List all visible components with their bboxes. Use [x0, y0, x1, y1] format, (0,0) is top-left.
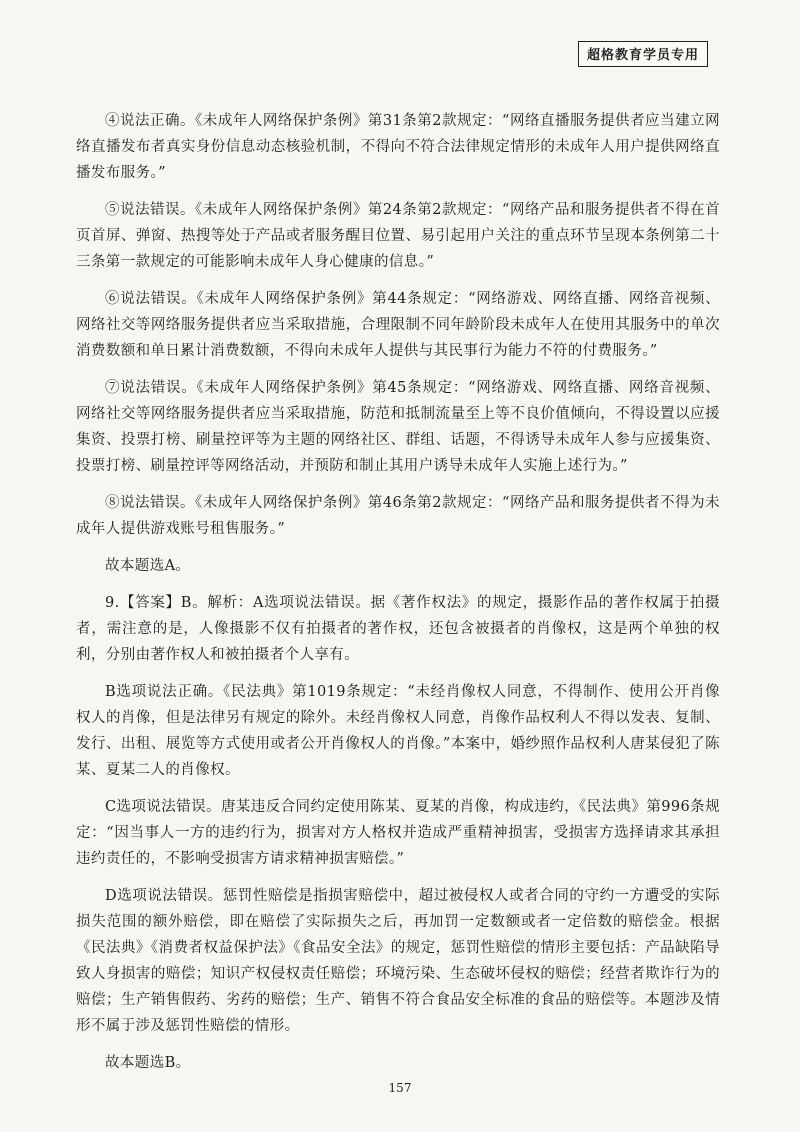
paragraph-option-c: C选项说法错误。唐某违反合同约定使用陈某、夏某的肖像，构成违约，《民法典》第996条规定：“因当事人一方的违约行为，损害对方人格权并造成严重精神损害，受损害方选择请求其承担违约责任的，不影响受损害方请求精神损害赔偿。” [76, 799, 720, 867]
paragraph-option-6: ⑥说法错误。《未成年人网络保护条例》第44条规定：“网络游戏、网络直播、网络音视频、网络社交等网络服务提供者应当采取措施，合理限制不同年龄阶段未成年人在使用其服务中的单次消费数额和单日累计消费数额，不得向未成年人提供与其民事行为能力不符的付费服务。” [76, 291, 720, 359]
paragraph-option-4: ④说法正确。《未成年人网络保护条例》第31条第2款规定：“网络直播服务提供者应当建立网络直播发布者真实身份信息动态核验机制，不得向不符合法律规定情形的未成年人用户提供网络直播发布服务。” [76, 113, 720, 181]
document-body [76, 108, 720, 1087]
paragraph-conclusion-a: 故本题选A。 [105, 558, 191, 574]
page-number: 157 [388, 1081, 412, 1095]
paragraph-option-7: ⑦说法错误。《未成年人网络保护条例》第45条规定：“网络游戏、网络直播、网络音视频、网络社交等网络服务提供者应当采取措施，防范和抵制流量至上等不良价值倾向，不得设置以应援集资、投票打榜、刷量控评等为主题的网络社区、群组、话题，不得诱导未成年人参与应援集资、投票打榜、刷量控评等网络活动，并预防和制止其用户诱导未成年人实施上述行为。” [76, 380, 720, 474]
paragraph-conclusion-b: 故本题选B。 [105, 1055, 191, 1071]
paragraph-option-b: B选项说法正确。《民法典》第1019条规定：“未经肖像权人同意，不得制作、使用公开肖像权人的肖像，但是法律另有规定的除外。未经肖像权人同意，肖像作品权利人不得以发表、复制、发行、出租、展览等方式使用或者公开肖像权人的肖像。”本案中，婚纱照作品权利人唐某侵犯了陈某、夏某二人的肖像权。 [76, 684, 720, 778]
paragraph-option-8: ⑧说法错误。《未成年人网络保护条例》第46条第2款规定：“网络产品和服务提供者不得为未成年人提供游戏账号租售服务。” [76, 495, 720, 537]
paragraph-question-9-answer: 9.【答案】B。解析：A选项说法错误。据《著作权法》的规定，摄影作品的著作权属于拍摄者，需注意的是，人像摄影不仅有拍摄者的著作权，还包含被摄者的肖像权，这是两个单独的权利，分别由著作权人和被拍摄者个人享有。 [76, 595, 720, 663]
header-label: 超格教育学员专用 [578, 41, 708, 67]
paragraph-option-5: ⑤说法错误。《未成年人网络保护条例》第24条第2款规定：“网络产品和服务提供者不得在首页首屏、弹窗、热搜等处于产品或者服务醒目位置、易引起用户关注的重点环节呈现本条例第二十三条第一款规定的可能影响未成年人身心健康的信息。” [76, 202, 720, 270]
paragraph-option-d: D选项说法错误。惩罚性赔偿是指损害赔偿中，超过被侵权人或者合同的守约一方遭受的实际损失范围的额外赔偿，即在赔偿了实际损失之后，再加罚一定数额或者一定倍数的赔偿金。根据《民法典》《消费者权益保护法》《食品安全法》的规定，惩罚性赔偿的情形主要包括：产品缺陷导致人身损害的赔偿；知识产权侵权责任赔偿；环境污染、生态破坏侵权的赔偿；经营者欺诈行为的赔偿；生产销售假药、劣药的赔偿；生产、销售不符合食品安全标准的食品的赔偿等。本题涉及情形不属于涉及惩罚性赔偿的情形。 [76, 888, 720, 1034]
